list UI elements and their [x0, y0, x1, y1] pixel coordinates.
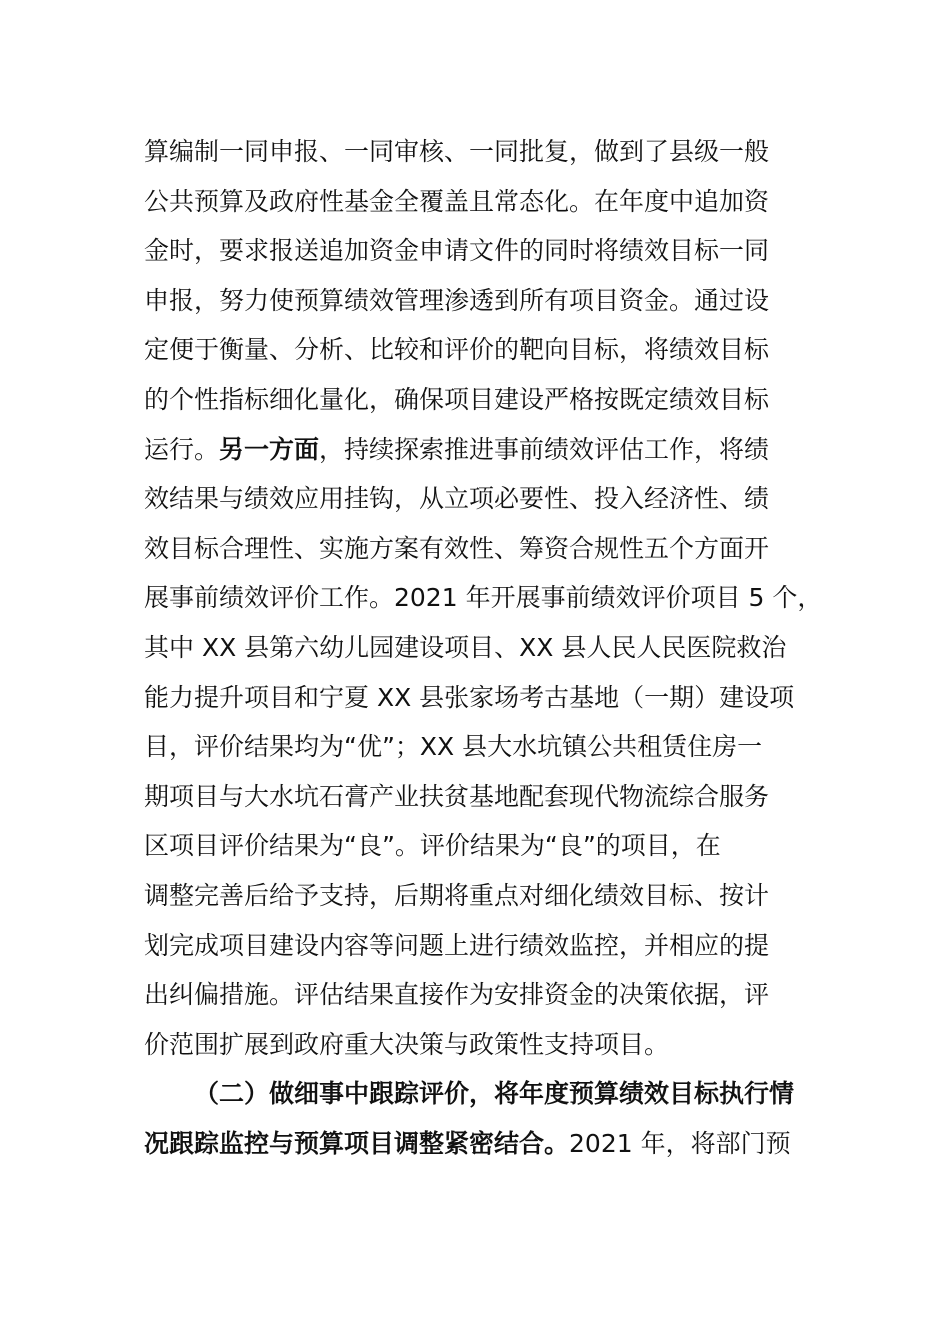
text-segment: 其中 XX 县第六幼儿园建设项目、XX 县人民人民医院救治 — [144, 632, 787, 662]
text-line — [144, 479, 824, 529]
text-line — [144, 578, 824, 628]
text-line — [144, 628, 824, 678]
text-line — [144, 529, 824, 579]
text-line — [144, 727, 824, 777]
text-segment: ，持续探索推进事前绩效评估工作，将绩 — [319, 434, 770, 464]
text-segment: 申报，努力使预算绩效管理渗透到所有项目资金。通过设 — [144, 285, 770, 315]
text-segment: 价范围扩展到政府重大决策与政策性支持项目。 — [144, 1029, 670, 1059]
text-segment: 2021 年，将部门预 — [569, 1128, 791, 1158]
text-line — [144, 777, 824, 827]
text-segment: 目，评价结果均为“优”；XX 县大水坑镇公共租赁住房一 — [144, 732, 763, 762]
text-line — [144, 926, 824, 976]
text-segment: 运行。 — [144, 434, 220, 464]
text-segment: 能力提升项目和宁夏 XX 县张家场考古基地（一期）建设项 — [144, 682, 795, 712]
text-segment: 区项目评价结果为“良”。评价结果为“良”的项目，在 — [144, 831, 721, 861]
text-segment: 出纠偏措施。评估结果直接作为安排资金的决策依据，评 — [144, 980, 770, 1010]
text-segment: 划完成项目建设内容等问题上进行绩效监控，并相应的提 — [144, 930, 770, 960]
text-segment: 金时，要求报送追加资金申请文件的同时将绩效目标一同 — [144, 236, 770, 266]
text-line — [144, 132, 824, 182]
text-segment: 展事前绩效评价工作。2021 年开展事前绩效评价项目 5 个， — [144, 583, 823, 613]
text-line — [144, 380, 824, 430]
text-line — [144, 1124, 824, 1174]
text-line — [144, 1025, 824, 1075]
text-line — [144, 430, 824, 480]
text-segment: 定便于衡量、分析、比较和评价的靶向目标，将绩效目标 — [144, 335, 770, 365]
text-segment: 效目标合理性、实施方案有效性、筹资合规性五个方面开 — [144, 533, 770, 563]
text-line — [144, 231, 824, 281]
text-segment: 公共预算及政府性基金全覆盖且常态化。在年度中追加资 — [144, 186, 770, 216]
text-line — [144, 876, 824, 926]
text-line — [144, 182, 824, 232]
text-segment: 期项目与大水坑石膏产业扶贫基地配套现代物流综合服务 — [144, 781, 770, 811]
text-line — [144, 330, 824, 380]
text-line — [144, 975, 824, 1025]
text-segment: 调整完善后给予支持，后期将重点对细化绩效目标、按计 — [144, 880, 770, 910]
text-line — [144, 826, 824, 876]
bold-text-segment: 况跟踪监控与预算项目调整紧密结合。 — [144, 1128, 570, 1158]
bold-text-segment: （二）做细事中跟踪评价，将年度预算绩效目标执行情 — [194, 1079, 795, 1109]
text-segment: 算编制一同申报、一同审核、一同批复，做到了县级一般 — [144, 137, 770, 166]
text-line — [144, 678, 824, 728]
text-line — [144, 1074, 824, 1124]
body-text — [144, 132, 824, 1173]
text-segment: 效结果与绩效应用挂钩，从立项必要性、投入经济性、绩 — [144, 484, 770, 514]
text-line — [144, 281, 824, 331]
text-segment: 的个性指标细化量化，确保项目建设严格按既定绩效目标 — [144, 384, 770, 414]
bold-text-segment: 另一方面 — [219, 434, 320, 464]
